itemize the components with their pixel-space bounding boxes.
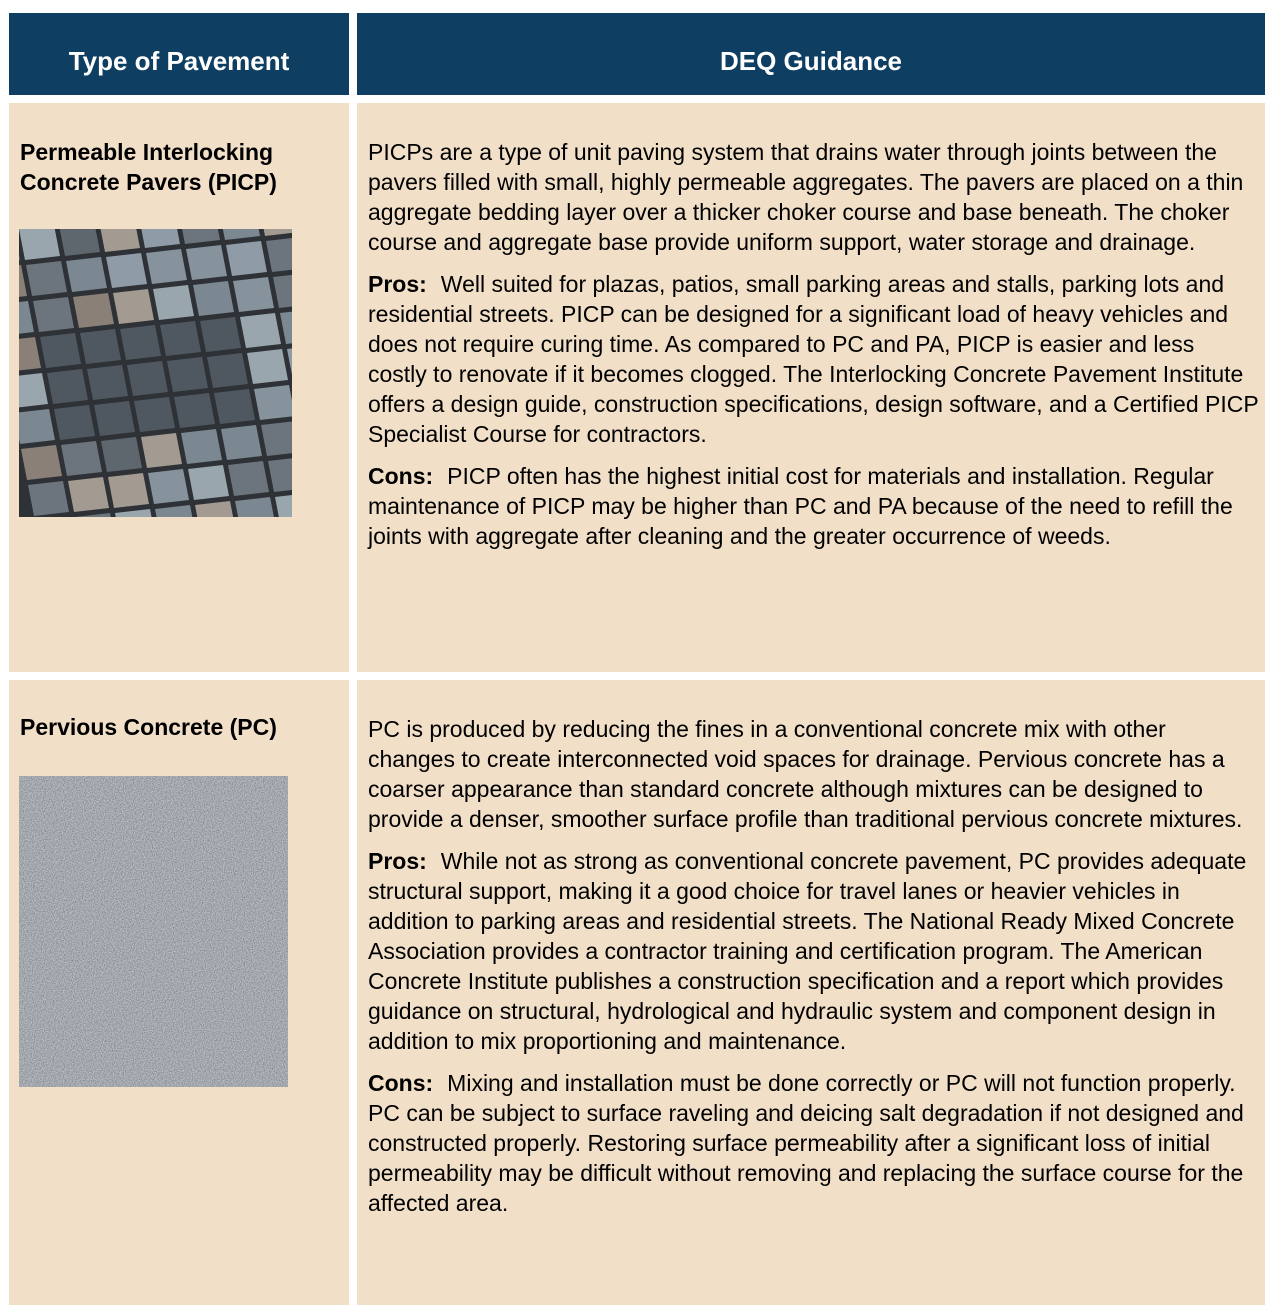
paver-tile (221, 425, 262, 460)
cons-text: Mixing and installation must be done correctly or PC will not function properly. PC can be subject to surface raveling and deicing salt degradation if not designed and constructed properly. Restoring surface permeability after a significant loss of initial permeability may be difficult without removing and replacing the surface course for the affected area. (368, 1070, 1244, 1216)
paver-tile (73, 293, 114, 328)
paver-tile (120, 325, 161, 360)
paver-tile (47, 369, 88, 404)
paver-tile (228, 461, 269, 496)
pavement-type-title: Permeable Interlocking Concrete Pavers (PICP) (20, 139, 277, 195)
paver-tile (207, 353, 248, 388)
paver-tile (80, 329, 121, 364)
paver-tile (94, 401, 135, 436)
paver-tile (59, 229, 100, 256)
guidance-cell-pc (357, 680, 1265, 1305)
paver-tile (188, 465, 229, 500)
paver-tile (214, 389, 255, 424)
type-cell-pc (9, 680, 349, 1305)
paver-tile (160, 321, 201, 356)
paver-tile (193, 281, 234, 316)
paver-tile (247, 349, 288, 384)
paver-tile (61, 441, 102, 476)
paver-tile (68, 477, 109, 512)
paver-tile (40, 333, 81, 368)
paver-tile (108, 473, 149, 508)
pros-paragraph (368, 269, 1259, 449)
paver-tile (127, 361, 168, 396)
pros-label: Pros: (368, 271, 427, 297)
paver-tile (181, 429, 222, 464)
paver-tile (186, 245, 227, 280)
pros-text: Well suited for plazas, patios, small parking areas and stalls, parking lots and residential streets. PICP can be designed for a significant load of heavy vehicles and does not require curing time. As compared to PC and PA, PICP is easier and less costly to renovate if it becomes clogged. The Interlocking Concrete Pavement Institute offers a design guide, construction specifications, design software, and a Certified PICP Specialist Course for contractors. (368, 271, 1259, 447)
paver-tile (200, 317, 241, 352)
paver-tile (19, 229, 60, 260)
paver-tile (148, 469, 189, 504)
cons-label: Cons: (368, 463, 434, 489)
paver-tile (54, 405, 95, 440)
paver-tile (240, 313, 281, 348)
paver-tile (233, 277, 274, 312)
guidance-cell-picp (357, 103, 1265, 672)
type-cell-picp (9, 103, 349, 672)
paver-tile (134, 397, 175, 432)
pavement-type-title: Pervious Concrete (PC) (20, 714, 277, 740)
paver-tile (113, 289, 154, 324)
pros-label: Pros: (368, 848, 427, 874)
paver-tile (174, 393, 215, 428)
paver-tile (99, 229, 140, 252)
cons-label: Cons: (368, 1070, 434, 1096)
paver-tile (226, 241, 267, 276)
description-text: PC is produced by reducing the fines in a conventional concrete mix with other changes to create interconnected void spaces for drainage. Pervious concrete has a coarser appearance than standard concrete although mixtures can be designed to provide a denser, smoother surface profile than traditional pervious concrete mixtures. (368, 716, 1243, 832)
paver-tile (28, 481, 69, 516)
paver-tile (21, 445, 62, 480)
cons-paragraph (368, 461, 1259, 551)
column-header-guidance: DEQ Guidance (357, 13, 1265, 95)
paver-tile (167, 357, 208, 392)
paver-tile (146, 249, 187, 284)
paver-tile (26, 261, 67, 296)
pervious-concrete-photo (19, 776, 288, 1087)
pros-text: While not as strong as conventional concrete pavement, PC provides adequate structural support, making it a good choice for travel lanes or heavier vehicles in addition to parking areas and residential streets. The National Ready Mixed Concrete Association provides a contractor training and certification program. The American Concrete Institute publishes a construction specification and a report which provides guidance on structural, hydrological and hydraulic system and component design in addition to mix proportioning and maintenance. (368, 848, 1247, 1054)
paver-tile (87, 365, 128, 400)
paver-tile (19, 409, 55, 444)
paver-tile (254, 385, 292, 420)
cons-paragraph (368, 1068, 1259, 1218)
paver-tile (106, 253, 147, 288)
description-text: PICPs are a type of unit paving system that drains water through joints between the pavers filled with small, highly permeable aggregates. The pavers are placed on a thin aggregate bedding layer over a thicker choker course and base beneath. The choker course and aggregate base provide uniform support, water storage and drainage. (368, 139, 1244, 255)
paver-tile (141, 433, 182, 468)
permeable-pavers-photo (19, 229, 292, 517)
paver-tile (101, 437, 142, 472)
paver-tile (33, 297, 74, 332)
paver-tile (66, 257, 107, 292)
column-header-type: Type of Pavement (9, 13, 349, 95)
pros-paragraph (368, 846, 1259, 1056)
paver-tile (153, 285, 194, 320)
cons-text: PICP often has the highest initial cost for materials and installation. Regular maintenance of PICP may be higher than PC and PA because of the need to refill the joints with aggregate after cleaning and the greater occurrence of weeds. (368, 463, 1233, 549)
